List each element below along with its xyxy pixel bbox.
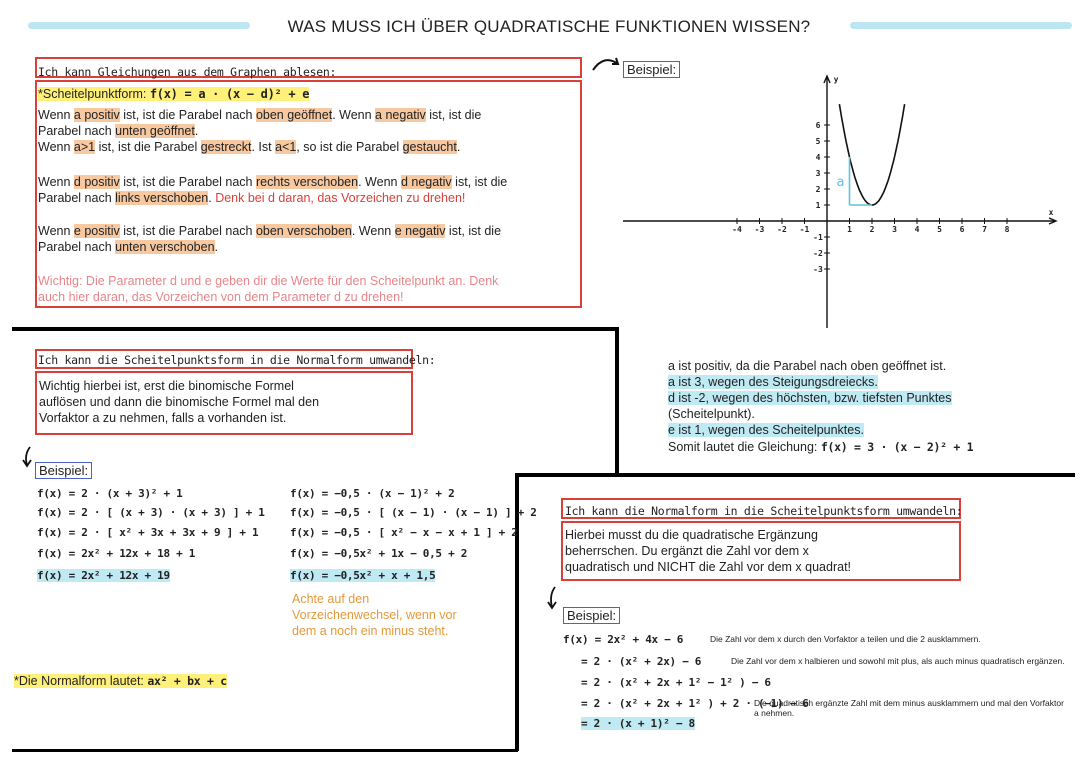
s3-body-3: quadratisch und NICHT die Zahl vor dem x quadrat! xyxy=(565,560,852,574)
slope-a-label: a xyxy=(836,175,845,190)
x-tick-label: 3 xyxy=(892,225,897,234)
s1-wichtig-line1: Wichtig: Die Parameter d und e geben dir die Werte für den Scheitelpunkt an. Denk xyxy=(38,274,499,288)
x-axis-label: x xyxy=(1048,208,1054,217)
x-tick-label: 1 xyxy=(847,225,852,234)
s3-step-4: = 2 · (x² + 2x + 1² ) + 2 · (−1) − 6 xyxy=(581,697,809,710)
divider-horizontal-mid xyxy=(515,473,1075,477)
s2-heading: Ich kann die Scheitelpunktsform in die Normalform umwandeln: xyxy=(38,353,436,367)
s2-right-step-3: f(x) = −0,5 · [ x² − x − x + 1 ] + 2 xyxy=(290,526,518,539)
divider-vertical-left xyxy=(615,327,619,474)
s2-beispiel-label: Beispiel: xyxy=(35,462,92,479)
s1-a-line3: Wenn a>1 ist, ist die Parabel gestreckt. Ist a<1, so ist die Parabel gestaucht. xyxy=(38,140,461,154)
s2-right-step-1: f(x) = −0,5 · (x − 1)² + 2 xyxy=(290,487,455,500)
s3-note-3: Die quadratisch ergänzte Zahl mit dem minus ausklammern und mal den Vorfaktor a nehmen. xyxy=(754,698,1064,718)
s1-e-line1: Wenn e positiv ist, ist die Parabel nach oben verschoben. Wenn e negativ ist, ist die xyxy=(38,224,502,238)
y-axis-label: y xyxy=(833,75,839,84)
s2-right-step-4: f(x) = −0,5x² + 1x − 0,5 + 2 xyxy=(290,547,468,560)
s2-normalform: *Die Normalform lautet: ax² + bx + c xyxy=(14,674,227,688)
x-tick-label: 6 xyxy=(959,225,965,234)
s2-achte-1: Achte auf den xyxy=(292,592,370,606)
x-tick-label: 4 xyxy=(914,225,920,234)
s2-achte-3: dem a noch ein minus steht. xyxy=(292,624,449,638)
s3-step-3: = 2 · (x² + 2x + 1² − 1² ) − 6 xyxy=(581,676,771,689)
y-tick-label: 1 xyxy=(815,201,821,210)
s2-right-step-5: f(x) = −0,5x² + x + 1,5 xyxy=(290,569,436,582)
y-tick-label: 2 xyxy=(815,185,821,194)
s2-body-2: auflösen und dann die binomische Formel mal den xyxy=(39,395,320,409)
x-tick-label: 2 xyxy=(869,225,875,234)
s2-achte-2: Vorzeichenwechsel, wenn vor xyxy=(292,608,457,622)
parabola-graph xyxy=(615,70,1060,332)
s3-note-1: Die Zahl vor dem x durch den Vorfaktor a teilen und die 2 ausklammern. xyxy=(710,634,981,644)
down-arrow-icon-2 xyxy=(545,585,559,611)
s2-left-step-3: f(x) = 2 · [ x² + 3x + 3x + 9 ] + 1 xyxy=(37,526,259,539)
s1-d-line1: Wenn d positiv ist, ist die Parabel nach rechts verschoben. Wenn d negativ ist, ist die xyxy=(38,175,508,189)
y-tick-label: -2 xyxy=(813,249,823,258)
s2-left-step-2: f(x) = 2 · [ (x + 3) · (x + 3) ] + 1 xyxy=(37,506,265,519)
s1-scheitelpunktform: *Scheitelpunktform: f(x) = a · (x − d)² + e xyxy=(38,87,310,101)
s2-left-step-1: f(x) = 2 · (x + 3)² + 1 xyxy=(37,487,183,500)
s1-d-line2: Parabel nach links verschoben. Denk bei d daran, das Vorzeichen zu drehen! xyxy=(38,191,466,205)
s2-right-step-2: f(x) = −0,5 · [ (x − 1) · (x − 1) ] + 2 xyxy=(290,506,537,519)
s1-e-line2: Parabel nach unten verschoben. xyxy=(38,240,219,254)
s3-body-2: beherrschen. Du ergänzt die Zahl vor dem x xyxy=(565,544,809,558)
s2-left-step-5: f(x) = 2x² + 12x + 19 xyxy=(37,569,170,582)
s3-step-2: = 2 · (x² + 2x) − 6 xyxy=(581,655,702,668)
x-tick-label: -2 xyxy=(777,225,787,234)
y-tick-label: 4 xyxy=(815,153,821,162)
divider-horizontal-top xyxy=(12,327,618,331)
s2-body-1: Wichtig hierbei ist, erst die binomische Formel xyxy=(39,379,294,393)
graph-explain-4: (Scheitelpunkt). xyxy=(668,407,755,421)
s1-a-line1: Wenn a positiv ist, ist die Parabel nach oben geöffnet. Wenn a negativ ist, ist die xyxy=(38,108,482,122)
s3-body-1: Hierbei musst du die quadratische Ergänzung xyxy=(565,528,818,542)
title-bar-left xyxy=(28,22,250,29)
y-tick-label: -1 xyxy=(813,233,823,242)
x-tick-label: 5 xyxy=(937,225,942,234)
x-tick-label: 7 xyxy=(982,225,987,234)
s3-heading: Ich kann die Normalform in die Scheitelpunktsform umwandeln: xyxy=(565,504,963,518)
y-tick-label: 3 xyxy=(815,169,821,178)
graph-somit-formula: f(x) = 3 · (x − 2)² + 1 xyxy=(820,440,974,454)
graph-beispiel-label: Beispiel: xyxy=(623,61,680,78)
s3-step-1: f(x) = 2x² + 4x − 6 xyxy=(563,633,684,646)
graph-explain-2: a ist 3, wegen des Steigungsdreiecks. xyxy=(668,375,878,389)
y-tick-label: 6 xyxy=(815,121,821,130)
x-tick-label: -1 xyxy=(799,225,810,234)
s2-left-step-4: f(x) = 2x² + 12x + 18 + 1 xyxy=(37,547,196,560)
x-tick-label: -4 xyxy=(732,225,742,234)
graph-explain-1: a ist positiv, da die Parabel nach oben geöffnet ist. xyxy=(668,359,947,373)
s3-note-2: Die Zahl vor dem x halbieren und sowohl mit plus, als auch minus quadratisch ergänzen. xyxy=(731,656,1065,666)
s3-beispiel-label: Beispiel: xyxy=(563,607,620,624)
down-arrow-icon xyxy=(20,445,34,469)
x-tick-label: 8 xyxy=(1004,225,1010,234)
s1-sp-formula: f(x) = a · (x − d)² + e xyxy=(149,87,310,101)
s1-a-line2: Parabel nach unten geöffnet. xyxy=(38,124,199,138)
page-title: WAS MUSS ICH ÜBER QUADRATISCHE FUNKTIONEN WISSEN? xyxy=(287,17,811,36)
s2-normal-formula: ax² + bx + c xyxy=(147,674,227,688)
divider-horizontal-bottom xyxy=(12,749,518,752)
s1-wichtig-line2: auch hier daran, das Vorzeichen von dem Parameter d zu drehen! xyxy=(38,290,404,304)
x-tick-label: -3 xyxy=(754,225,765,234)
graph-somit: Somit lautet die Gleichung: f(x) = 3 · (x − 2)² + 1 xyxy=(668,440,974,454)
graph-explain-5: e ist 1, wegen des Scheitelpunktes. xyxy=(668,423,864,437)
s3-step-5: = 2 · (x + 1)² − 8 xyxy=(581,717,695,730)
title-bar-right xyxy=(850,22,1072,29)
graph-explain-3: d ist -2, wegen des höchsten, bzw. tiefsten Punktes xyxy=(668,391,952,405)
s2-body-3: Vorfaktor a zu nehmen, falls a vorhanden ist. xyxy=(39,411,287,425)
y-tick-label: 5 xyxy=(815,137,821,146)
s1-heading: Ich kann Gleichungen aus dem Graphen ablesen: xyxy=(38,65,337,79)
y-tick-label: -3 xyxy=(813,265,823,274)
